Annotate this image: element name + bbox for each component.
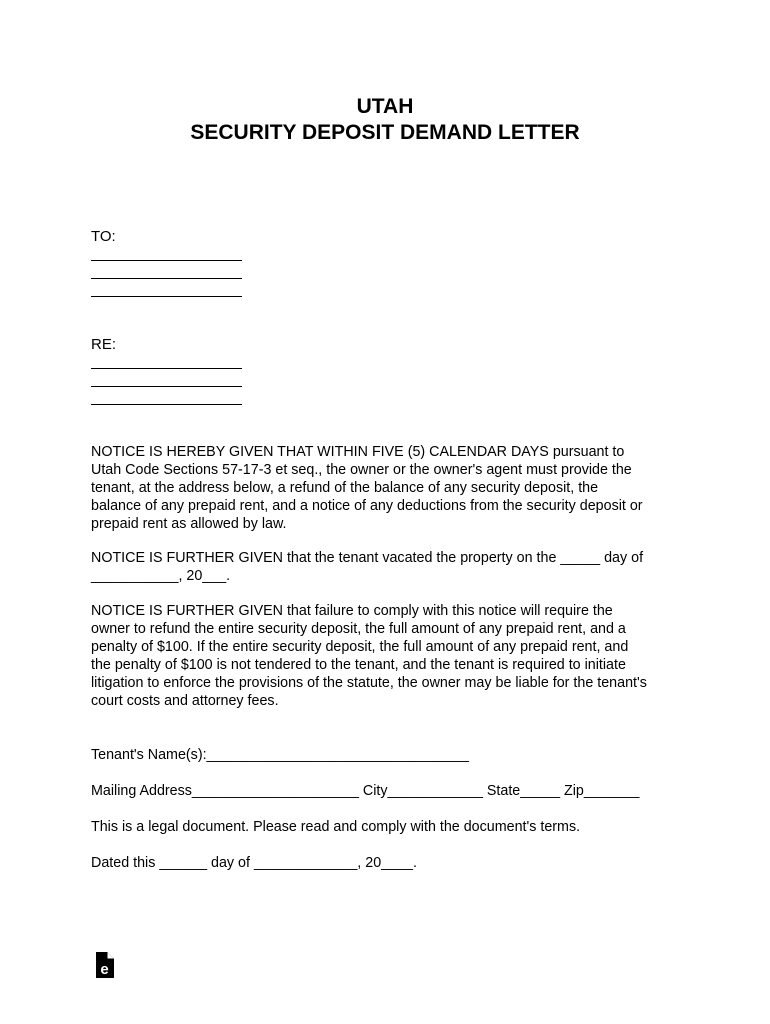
re-blank-line-2[interactable] [91,386,242,387]
mailing-address-field[interactable]: Mailing Address_____________________ City____________ State_____ Zip_______ [91,783,640,799]
to-label: TO: [91,228,116,245]
svg-text:e: e [100,961,109,978]
re-blank-line-3[interactable] [91,404,242,405]
tenant-fields-block [91,728,691,890]
notice-paragraph: NOTICE IS HEREBY GIVEN THAT WITHIN FIVE (5) CALENDAR DAYS pursuant to Utah Code Sections 57-17-3 et seq., the owner or the owner's agent must provide the tenant, at the address below, a refund of the balance of any security deposit, the balance of any prepaid rent, and a notice of any deductions from the security deposit or prepaid rent as allowed by law. [91,444,643,532]
re-label: RE: [91,336,117,353]
re-blank-line-1[interactable] [91,368,242,369]
to-blank-line-1[interactable] [91,260,242,261]
failure-paragraph: NOTICE IS FURTHER GIVEN that failure to comply with this notice will require the owner to refund the entire security deposit, the full amount of any prepaid rent, and a penalty of $100. If the entire security deposit, the full amount of any prepaid rent, and the penalty of $100 is not tendered to the tenant, and the tenant is required to initiate litigation to enforce the provisions of the statute, the owner may be liable for the tenant's court costs and attorney fees. [91,603,647,709]
to-blank-line-3[interactable] [91,296,242,297]
eforms-logo-icon [94,952,114,978]
legal-notice-text: This is a legal document. Please read and comply with the document's terms. [91,819,581,835]
document-state-title: UTAH [356,95,414,118]
dated-field[interactable]: Dated this ______ day of _____________, 20____. [91,855,417,871]
tenant-name-field[interactable]: Tenant's Name(s):_________________________________ [91,747,469,763]
to-blank-line-2[interactable] [91,278,242,279]
document-title: SECURITY DEPOSIT DEMAND LETTER [190,121,580,144]
vacated-paragraph: NOTICE IS FURTHER GIVEN that the tenant vacated the property on the _____ day of ___________, 20___. [91,550,644,584]
